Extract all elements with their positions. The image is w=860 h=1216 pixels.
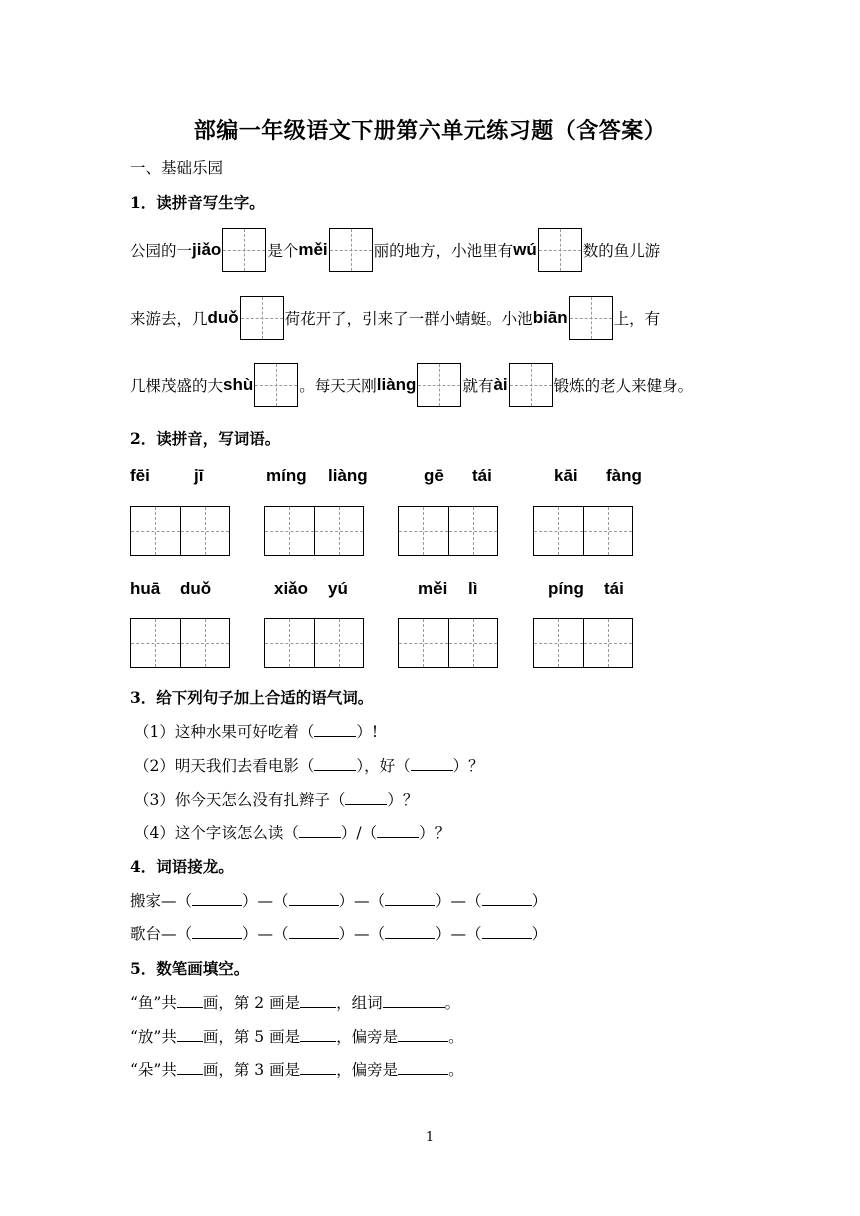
answer-blank[interactable] — [300, 993, 336, 1008]
answer-blank[interactable] — [385, 924, 435, 939]
tianzige-box[interactable] — [254, 363, 298, 407]
q1-row-1 — [130, 226, 660, 274]
pinyin: gē — [424, 466, 444, 485]
text: 上，有 — [613, 310, 661, 328]
answer-blank[interactable] — [192, 891, 242, 906]
word-box[interactable] — [264, 618, 364, 668]
text: ，偏旁是 — [336, 1028, 399, 1046]
text: 画，第 3 画是 — [202, 1061, 301, 1079]
answer-blank[interactable] — [482, 924, 532, 939]
answer-blank[interactable] — [398, 1027, 448, 1042]
text: ）/（ — [340, 824, 378, 842]
word-box[interactable] — [398, 618, 498, 668]
text: ）—（ — [338, 925, 386, 943]
pinyin: liàng — [376, 375, 417, 394]
text: （2）明天我们去看电影（ — [134, 757, 315, 775]
answer-blank[interactable] — [192, 924, 242, 939]
text: 画，第 2 画是 — [202, 994, 301, 1012]
pinyin: míng — [266, 466, 307, 485]
pinyin: biān — [532, 308, 568, 327]
answer-blank[interactable] — [377, 823, 419, 838]
q1-row-2 — [130, 294, 660, 342]
pinyin: měi — [418, 579, 448, 598]
pinyin: fēi — [130, 466, 150, 485]
text: ）! — [356, 723, 379, 741]
pinyin: píng — [548, 579, 584, 598]
q5-row-1 — [130, 991, 460, 1013]
pinyin: yú — [328, 579, 348, 598]
text: （3）你今天怎么没有扎辫子（ — [134, 791, 346, 809]
text: “鱼”共 — [130, 994, 177, 1012]
pinyin: duǒ — [180, 579, 212, 598]
pinyin: shù — [223, 375, 254, 394]
text: ） — [531, 925, 548, 943]
q3-item-3 — [134, 788, 418, 810]
word-box[interactable] — [533, 506, 633, 556]
answer-blank[interactable] — [300, 1027, 336, 1042]
pinyin: tái — [604, 579, 624, 598]
pinyin: kāi — [554, 466, 578, 485]
q5-heading: 5．数笔画填空。 — [130, 959, 250, 978]
text: ） — [531, 892, 548, 910]
answer-blank[interactable] — [398, 1060, 448, 1075]
pinyin: xiǎo — [274, 579, 309, 598]
text: ）—（ — [242, 925, 289, 943]
answer-blank[interactable] — [383, 993, 445, 1008]
pinyin: měi — [298, 240, 328, 259]
word-box[interactable] — [130, 506, 230, 556]
page-title: 部编一年级语文下册第六单元练习题（含答案） — [193, 118, 667, 144]
text: ）—（ — [435, 892, 482, 910]
pinyin: duǒ — [207, 308, 239, 327]
text: 就有 — [462, 377, 494, 395]
pinyin: ài — [493, 375, 508, 394]
text: （1）这种水果可好吃着（ — [134, 723, 315, 741]
tianzige-box[interactable] — [329, 228, 373, 272]
answer-blank[interactable] — [299, 823, 341, 838]
q1-row-3 — [130, 361, 693, 409]
tianzige-box[interactable] — [240, 296, 284, 340]
pinyin: tái — [472, 466, 492, 485]
text: 。 — [448, 1061, 464, 1079]
text: 公园的一 — [130, 242, 193, 260]
q3-item-4 — [134, 821, 450, 843]
tianzige-box[interactable] — [538, 228, 582, 272]
text: ，偏旁是 — [336, 1061, 399, 1079]
tianzige-box[interactable] — [222, 228, 266, 272]
text: ）—（ — [242, 892, 289, 910]
pinyin: fàng — [606, 466, 642, 485]
text: “放”共 — [130, 1028, 177, 1046]
tianzige-box[interactable] — [509, 363, 553, 407]
q3-item-2 — [134, 754, 484, 776]
text: 歌台—（ — [130, 925, 193, 943]
word-box[interactable] — [130, 618, 230, 668]
q4-heading: 4．词语接龙。 — [130, 857, 234, 876]
text: 荷花开了，引来了一群小蜻蜓。小池 — [284, 310, 533, 328]
text: ）？ — [452, 757, 484, 775]
text: ），好（ — [356, 757, 411, 775]
q1-heading: 1．读拼音写生字。 — [130, 193, 265, 212]
answer-blank[interactable] — [314, 756, 356, 771]
pinyin: lì — [468, 579, 478, 598]
tianzige-box[interactable] — [569, 296, 613, 340]
answer-blank[interactable] — [289, 924, 339, 939]
text: 来游去，几 — [130, 310, 208, 328]
answer-blank[interactable] — [411, 756, 453, 771]
q3-heading: 3．给下列句子加上合适的语气词。 — [130, 688, 374, 707]
text: 搬家—（ — [130, 892, 193, 910]
text: 。每天天刚 — [299, 377, 377, 395]
text: ，组词 — [336, 994, 383, 1012]
text: “朵”共 — [130, 1061, 177, 1079]
word-box[interactable] — [264, 506, 364, 556]
text: 数的鱼儿游 — [582, 242, 661, 260]
page-number: 1 — [425, 1130, 435, 1145]
pinyin: wú — [513, 240, 537, 259]
answer-blank[interactable] — [177, 993, 203, 1008]
answer-blank[interactable] — [177, 1060, 203, 1075]
text: 锻炼的老人来健身。 — [553, 377, 694, 395]
q5-row-3 — [130, 1058, 464, 1080]
tianzige-box[interactable] — [417, 363, 461, 407]
answer-blank[interactable] — [345, 790, 387, 805]
text: ）—（ — [435, 925, 482, 943]
answer-blank[interactable] — [314, 722, 356, 737]
q5-row-2 — [130, 1025, 464, 1047]
answer-blank[interactable] — [300, 1060, 336, 1075]
text: 是个 — [267, 242, 299, 260]
text: 几棵茂盛的大 — [130, 377, 224, 395]
q2-heading: 2．读拼音，写词语。 — [130, 429, 281, 448]
text: （4）这个字该怎么读（ — [134, 824, 299, 842]
answer-blank[interactable] — [482, 891, 532, 906]
text: 。 — [444, 994, 461, 1012]
answer-blank[interactable] — [289, 891, 339, 906]
text: ）—（ — [338, 892, 386, 910]
q4-row-1 — [130, 889, 547, 911]
text: ）？ — [419, 824, 451, 842]
word-box[interactable] — [533, 618, 633, 668]
answer-blank[interactable] — [177, 1027, 203, 1042]
pinyin: liàng — [328, 466, 368, 485]
text: 。 — [448, 1028, 464, 1046]
answer-blank[interactable] — [385, 891, 435, 906]
text: 画，第 5 画是 — [202, 1028, 301, 1046]
pinyin: jī — [194, 466, 204, 485]
pinyin: huā — [130, 579, 161, 598]
word-box[interactable] — [398, 506, 498, 556]
text: 丽的地方，小池里有 — [373, 242, 514, 260]
q4-row-2 — [130, 922, 547, 944]
q3-item-1 — [134, 720, 378, 742]
section-heading: 一、基础乐园 — [130, 159, 224, 177]
pinyin: jiǎo — [192, 240, 222, 259]
text: ）？ — [387, 791, 419, 809]
